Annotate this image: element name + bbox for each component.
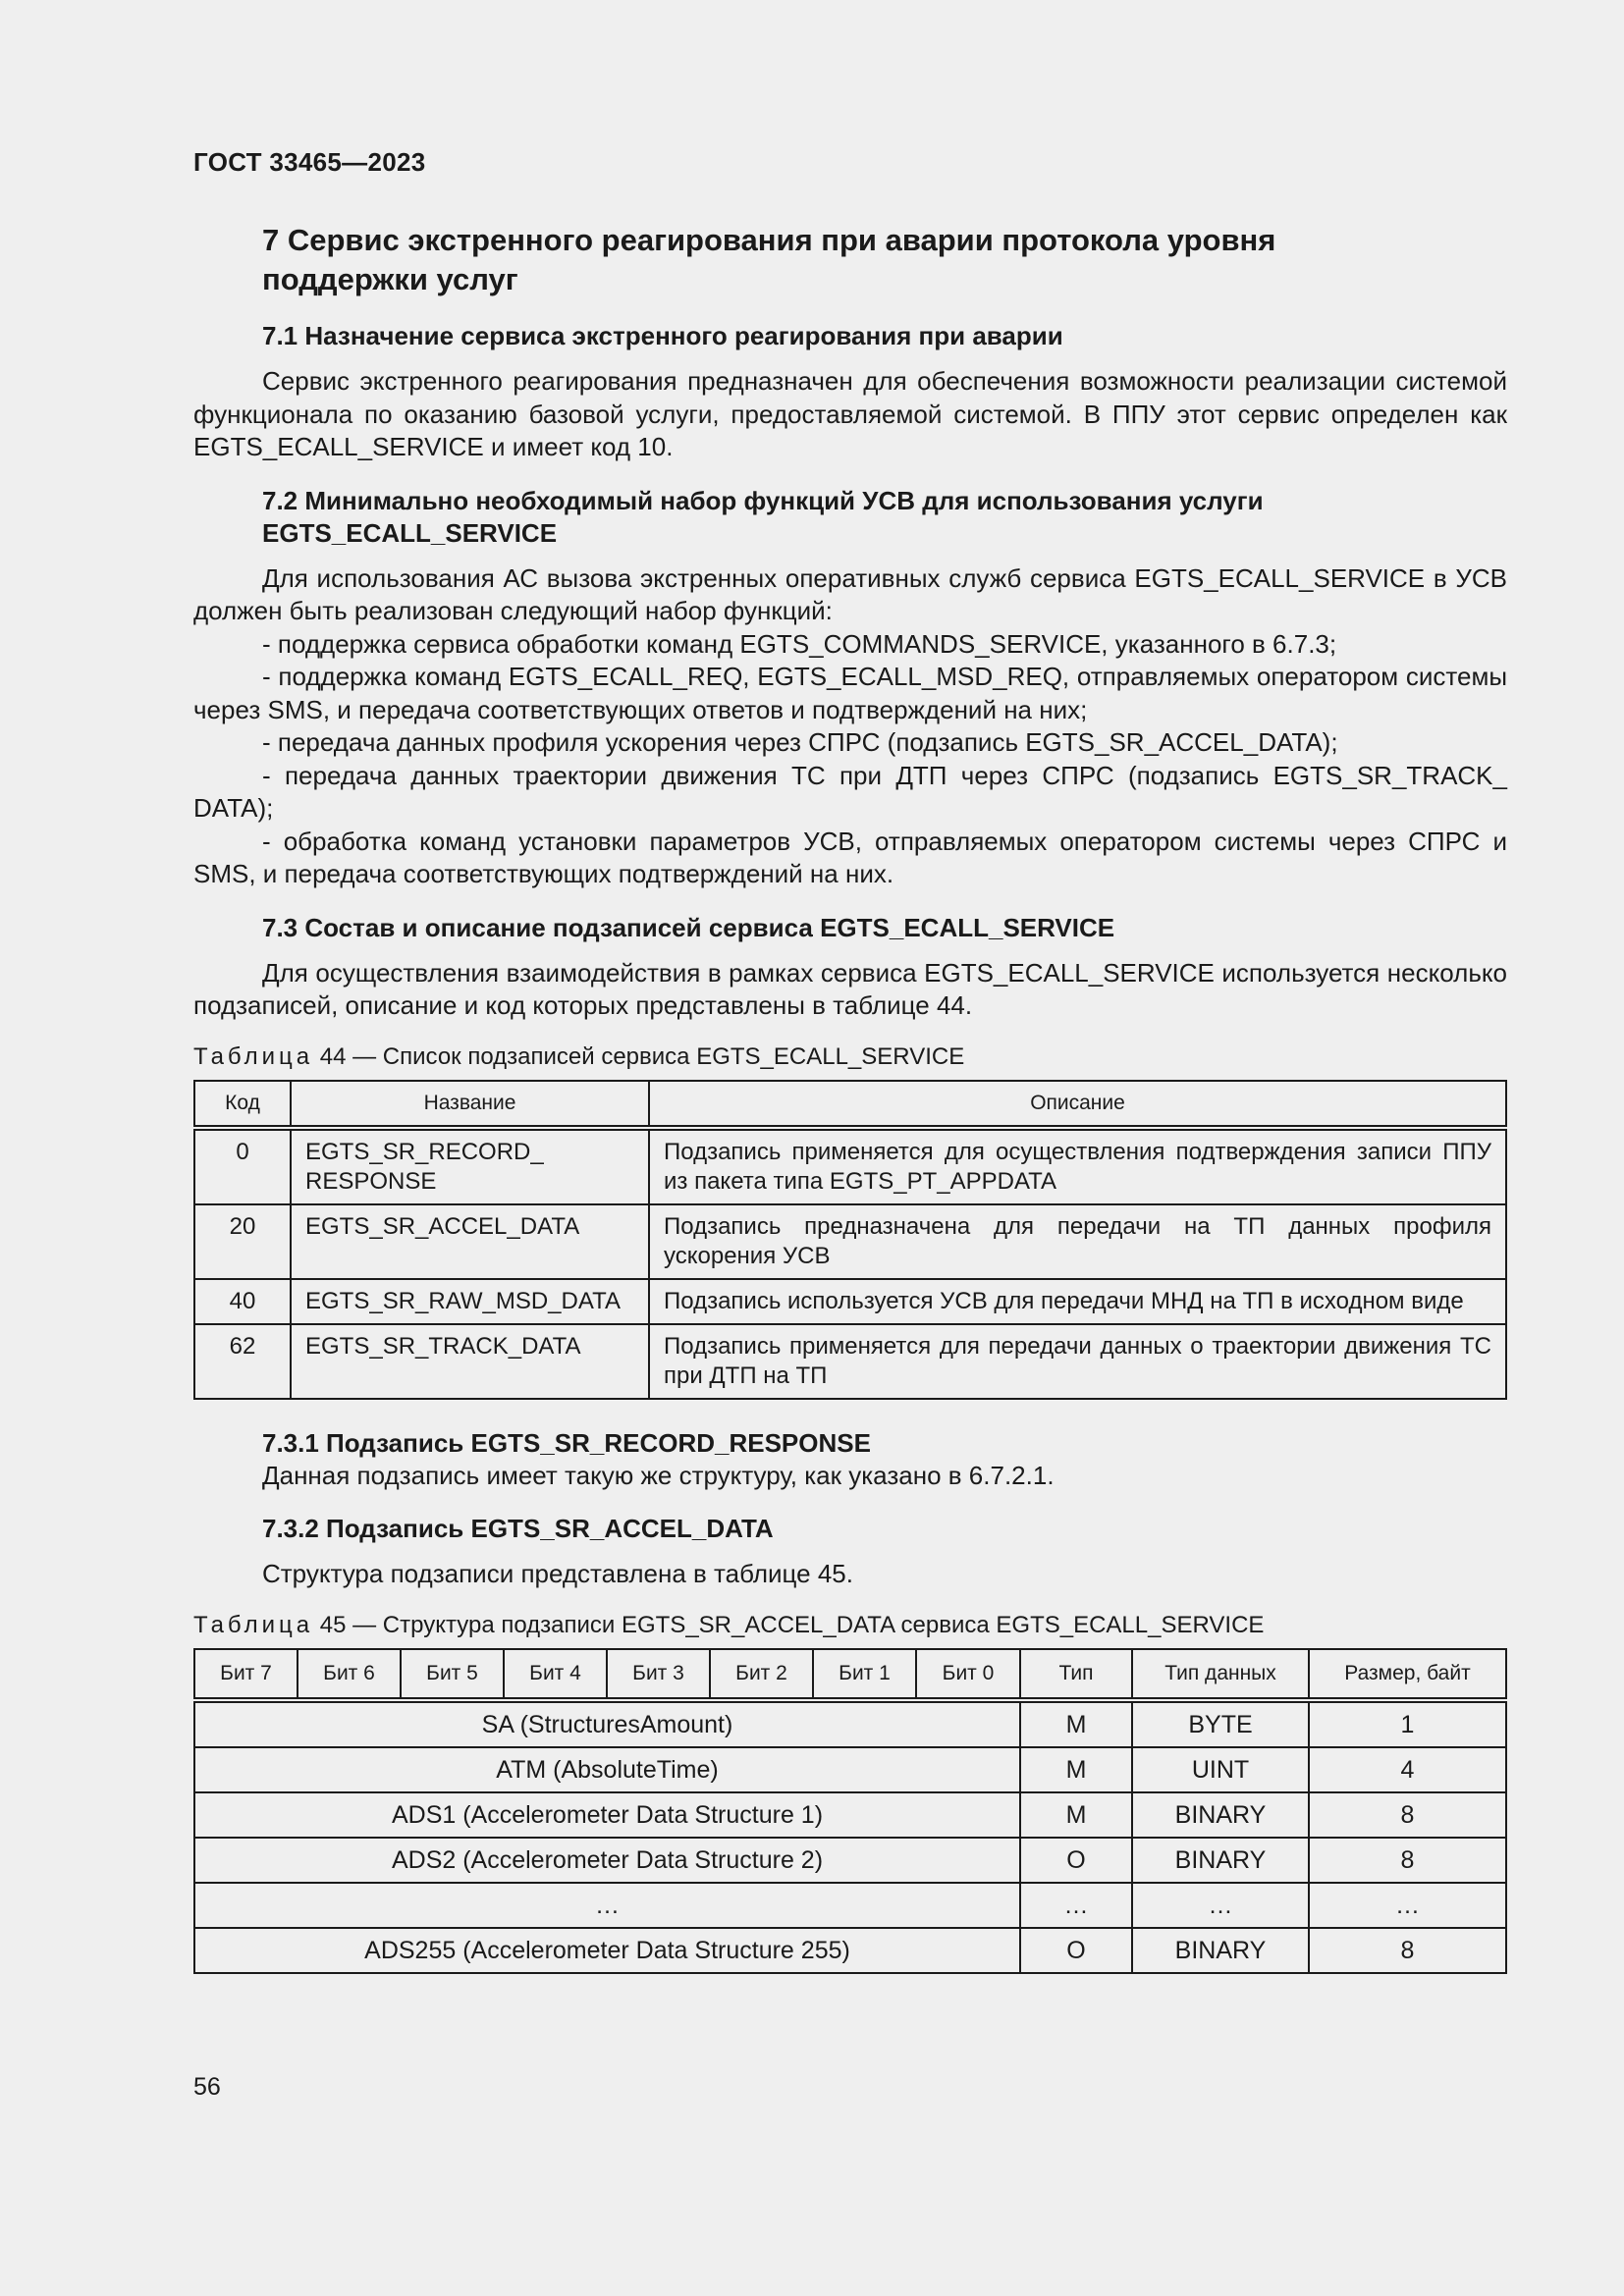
table-45-caption [193, 1611, 1507, 1640]
bit-header: Бит 3 [607, 1649, 710, 1700]
function-item: - обработка команд установки параметров УСВ, отправляемых оператором системы через СПРС и SMS, и передача соответствующих подтверждений на них. [193, 826, 1507, 888]
table-45-header-row [194, 1649, 1506, 1700]
field-datatype: UINT [1132, 1747, 1309, 1792]
field-size: 8 [1309, 1928, 1506, 1973]
row-description: Подзапись применяется для осуществления подтверждения записи ППУ из пакета типа EGTS_PT_APPDATA [649, 1128, 1506, 1204]
table-row [194, 1838, 1506, 1883]
table-45-caption-label: Таблица [193, 1611, 314, 1638]
row-name: EGTS_SR_ACCEL_DATA [291, 1204, 649, 1279]
field-type: O [1020, 1928, 1132, 1973]
table-row [194, 1128, 1506, 1204]
field-size: 8 [1309, 1838, 1506, 1883]
function-item: - передача данных траектории движения ТС при ДТП через СПРС (подзапись EGTS_SR_TRACK_ DATA); [193, 760, 1507, 823]
function-item: - поддержка сервиса обработки команд EGTS_COMMANDS_SERVICE, указанного в 6.7.3; [262, 628, 1337, 659]
table-row [194, 1324, 1506, 1399]
section-7-3-2-heading: 7.3.2 Подзапись EGTS_SR_ACCEL_DATA [262, 1514, 774, 1543]
section-7-title-line1: 7 Сервис экстренного реагирования при аварии протокола уровня [262, 223, 1276, 257]
field-size: 8 [1309, 1792, 1506, 1838]
document-id: ГОСТ 33465—2023 [193, 147, 426, 177]
row-code: 62 [194, 1324, 291, 1399]
field-type: M [1020, 1792, 1132, 1838]
row-name: EGTS_SR_TRACK_DATA [291, 1324, 649, 1399]
function-item: - поддержка команд EGTS_ECALL_REQ, EGTS_ECALL_MSD_REQ, отправляемых оператором системы через SMS, и передача соответствующих ответов и подтверждений на них; [193, 662, 1507, 724]
datatype-header: Тип данных [1132, 1649, 1309, 1700]
table-header-code: Код [194, 1081, 291, 1128]
section-7-3-1-paragraph: Данная подзапись имеет такую же структуру, как указано в 6.7.2.1. [262, 1460, 1055, 1490]
field-type: M [1020, 1747, 1132, 1792]
row-description: Подзапись применяется для передачи данных о траектории движения ТС при ДТП на ТП [649, 1324, 1506, 1399]
section-7-title [262, 221, 1507, 299]
field-type: M [1020, 1700, 1132, 1747]
row-code: 40 [194, 1279, 291, 1324]
bit-header: Бит 2 [710, 1649, 813, 1700]
field-size: 4 [1309, 1747, 1506, 1792]
row-description: Подзапись используется УСВ для передачи МНД на ТП в исходном виде [649, 1279, 1506, 1324]
table-44-caption [193, 1042, 1507, 1072]
page-number: 56 [193, 2073, 221, 2101]
field-name: ADS255 (Accelerometer Data Structure 255) [194, 1928, 1020, 1973]
table-row [194, 1204, 1506, 1279]
table-header-name: Название [291, 1081, 649, 1128]
table-44 [193, 1080, 1507, 1400]
table-45-caption-text: 45 — Структура подзаписи EGTS_SR_ACCEL_DATA сервиса EGTS_ECALL_SERVICE [313, 1611, 1265, 1638]
section-7-2-heading [262, 485, 1507, 550]
function-item: - передача данных профиля ускорения через СПРС (подзапись EGTS_SR_ACCEL_DATA); [262, 727, 1338, 757]
type-header: Тип [1020, 1649, 1132, 1700]
table-row [194, 1883, 1506, 1928]
section-7-1-heading: 7.1 Назначение сервиса экстренного реагирования при аварии [262, 321, 1063, 350]
table-row [194, 1928, 1506, 1973]
field-name: SA (StructuresAmount) [194, 1700, 1020, 1747]
field-name: ATM (AbsoluteTime) [194, 1747, 1020, 1792]
field-type: … [1020, 1883, 1132, 1928]
field-datatype: BYTE [1132, 1700, 1309, 1747]
bit-header: Бит 4 [504, 1649, 607, 1700]
section-7-2-intro: Для использования АС вызова экстренных оперативных служб сервиса EGTS_ECALL_SERVICE в УСВ должен быть реализован следующий набор функций: [193, 562, 1507, 625]
table-45 [193, 1648, 1507, 1974]
page-content [193, 221, 1507, 1974]
table-row [194, 1792, 1506, 1838]
section-7-1-paragraph: Сервис экстренного реагирования предназначен для обеспечения возможности реализации системой функционала по оказанию базовой услуги, предоставляемой системой. В ППУ этот сервис определен как EGTS_ECALL_SERVICE и имеет код 10. [193, 366, 1507, 461]
bit-header: Бит 0 [916, 1649, 1020, 1700]
table-44-header-row [194, 1081, 1506, 1128]
field-datatype: … [1132, 1883, 1309, 1928]
section-7-3-heading: 7.3 Состав и описание подзаписей сервиса EGTS_ECALL_SERVICE [262, 912, 1115, 942]
section-7-3-paragraph: Для осуществления взаимодействия в рамках сервиса EGTS_ECALL_SERVICE используется несколько подзаписей, описание и код которых представлены в таблице 44. [193, 957, 1507, 1020]
table-row [194, 1700, 1506, 1747]
field-datatype: BINARY [1132, 1792, 1309, 1838]
bit-header: Бит 7 [194, 1649, 298, 1700]
field-datatype: BINARY [1132, 1838, 1309, 1883]
size-header: Размер, байт [1309, 1649, 1506, 1700]
bit-header: Бит 5 [401, 1649, 504, 1700]
bit-header: Бит 1 [813, 1649, 916, 1700]
field-size: … [1309, 1883, 1506, 1928]
row-code: 0 [194, 1128, 291, 1204]
section-7-2-heading-line1: 7.2 Минимально необходимый набор функций УСВ для использования услуги [262, 485, 1264, 515]
row-name: EGTS_SR_RECORD_ RESPONSE [291, 1128, 649, 1204]
table-44-caption-label: Таблица [193, 1042, 314, 1070]
row-name: EGTS_SR_RAW_MSD_DATA [291, 1279, 649, 1324]
table-44-caption-text: 44 — Список подзаписей сервиса EGTS_ECALL_SERVICE [313, 1042, 965, 1070]
table-header-description: Описание [649, 1081, 1506, 1128]
row-code: 20 [194, 1204, 291, 1279]
field-name: ADS2 (Accelerometer Data Structure 2) [194, 1838, 1020, 1883]
field-name: … [194, 1883, 1020, 1928]
table-row [194, 1747, 1506, 1792]
table-row [194, 1279, 1506, 1324]
section-7-3-2-paragraph: Структура подзаписи представлена в таблице 45. [262, 1559, 853, 1588]
field-name: ADS1 (Accelerometer Data Structure 1) [194, 1792, 1020, 1838]
bit-header: Бит 6 [298, 1649, 401, 1700]
field-type: O [1020, 1838, 1132, 1883]
field-size: 1 [1309, 1700, 1506, 1747]
section-7-2-heading-line2: EGTS_ECALL_SERVICE [262, 517, 558, 548]
section-7-title-line2: поддержки услуг [262, 262, 518, 296]
row-description: Подзапись предназначена для передачи на ТП данных профиля ускорения УСВ [649, 1204, 1506, 1279]
section-7-3-1-heading: 7.3.1 Подзапись EGTS_SR_RECORD_RESPONSE [262, 1427, 871, 1458]
field-datatype: BINARY [1132, 1928, 1309, 1973]
